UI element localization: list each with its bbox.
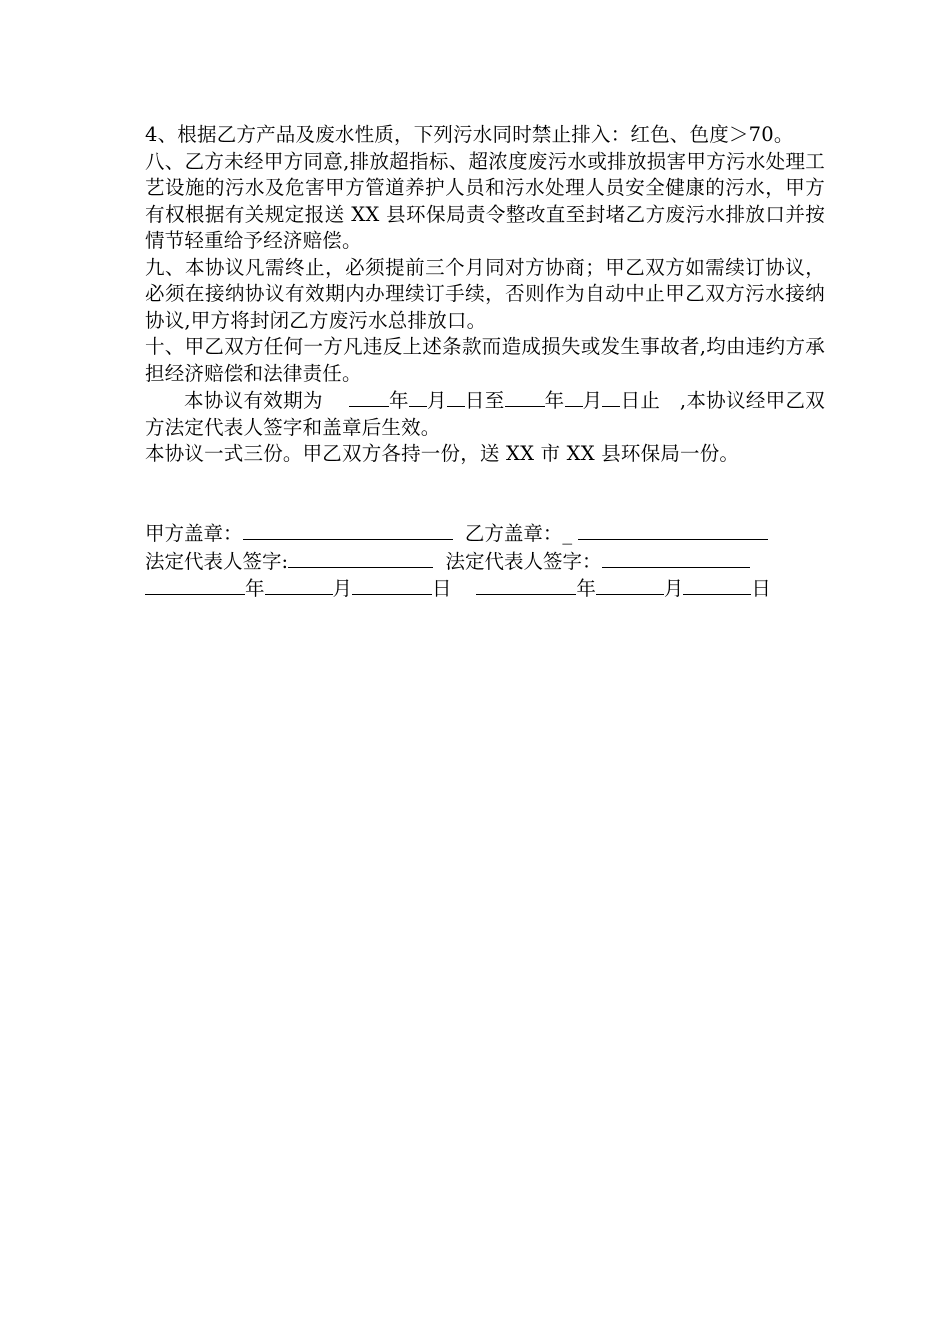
start-month-label: 月 <box>426 389 447 412</box>
clause-9: 九、本协议凡需终止，必须提前三个月同对方协商；甲乙双方如需续订协议，必须在接纳协议有效期内办理续订手续，否则作为自动中止甲乙双方污水接纳协议,甲方将封闭乙方废污水总排放口。 <box>145 255 825 332</box>
end-month-blank <box>565 387 583 407</box>
party-b-seal-label: 乙方盖章：_ <box>464 522 573 545</box>
party-b-month-label: 月 <box>663 577 684 600</box>
start-year-label: 年 <box>388 389 409 412</box>
clause-8: 八、乙方未经甲方同意,排放超指标、超浓度废污水或排放损害甲方污水处理工艺设施的污水及危害甲方管道养护人员和污水处理人员安全健康的污水，甲方有权根据有关规定报送 XX 县环保局责令整改直至封堵乙方废污水排放口并按情节轻重给予经济赔偿。 <box>145 149 825 252</box>
clause-10: 十、甲乙双方任何一方凡违反上述条款而造成损失或发生事故者,均由违约方承担经济赔偿和法律责任。 <box>145 335 825 385</box>
party-a-rep-label: 法定代表人签字: <box>145 549 289 573</box>
start-month-blank <box>409 387 427 407</box>
representative-line <box>145 548 825 576</box>
start-day-label: 日至 <box>464 389 505 412</box>
seal-line <box>145 520 825 548</box>
clause-4-item: 4、根据乙方产品及废水性质，下列污水同时禁止排入：红色、色度＞70。 <box>145 123 794 146</box>
party-a-rep-blank <box>288 548 433 568</box>
end-year-blank <box>505 387 545 407</box>
signature-block <box>145 520 825 603</box>
copies-clause: 本协议一式三份。甲乙双方各持一份，送 XX 市 XX 县环保局一份。 <box>145 442 740 465</box>
validity-suffix: ,本协议经甲乙双方法定代表人签字和盖章后生效。 <box>145 389 825 439</box>
party-a-month-label: 月 <box>332 577 353 600</box>
party-b-year-blank <box>476 575 576 595</box>
party-a-month-blank <box>265 575 333 595</box>
party-b-month-blank <box>596 575 664 595</box>
party-b-day-label: 日 <box>751 577 771 600</box>
party-a-seal-label: 甲方盖章： <box>145 522 243 545</box>
end-month-label: 月 <box>582 389 603 412</box>
validity-clause <box>145 387 825 441</box>
end-day-blank <box>602 387 620 407</box>
start-day-blank <box>447 387 465 407</box>
start-year-blank <box>349 387 389 407</box>
party-a-year-blank <box>145 575 245 595</box>
party-a-day-label: 日 <box>432 577 452 600</box>
party-a-year-label: 年 <box>245 577 265 600</box>
party-b-year-label: 年 <box>576 577 596 600</box>
party-b-seal-blank <box>578 520 768 540</box>
end-day-label: 日止 <box>620 389 661 412</box>
validity-prefix: 本协议有效期为 <box>184 389 323 412</box>
date-line <box>145 575 825 603</box>
party-a-day-blank <box>352 575 432 595</box>
end-year-label: 年 <box>544 389 565 412</box>
party-b-rep-blank <box>602 548 750 568</box>
party-b-rep-label: 法定代表人签字： <box>445 549 602 573</box>
party-b-day-blank <box>683 575 751 595</box>
agreement-body <box>145 122 825 468</box>
party-a-seal-blank <box>243 520 453 540</box>
